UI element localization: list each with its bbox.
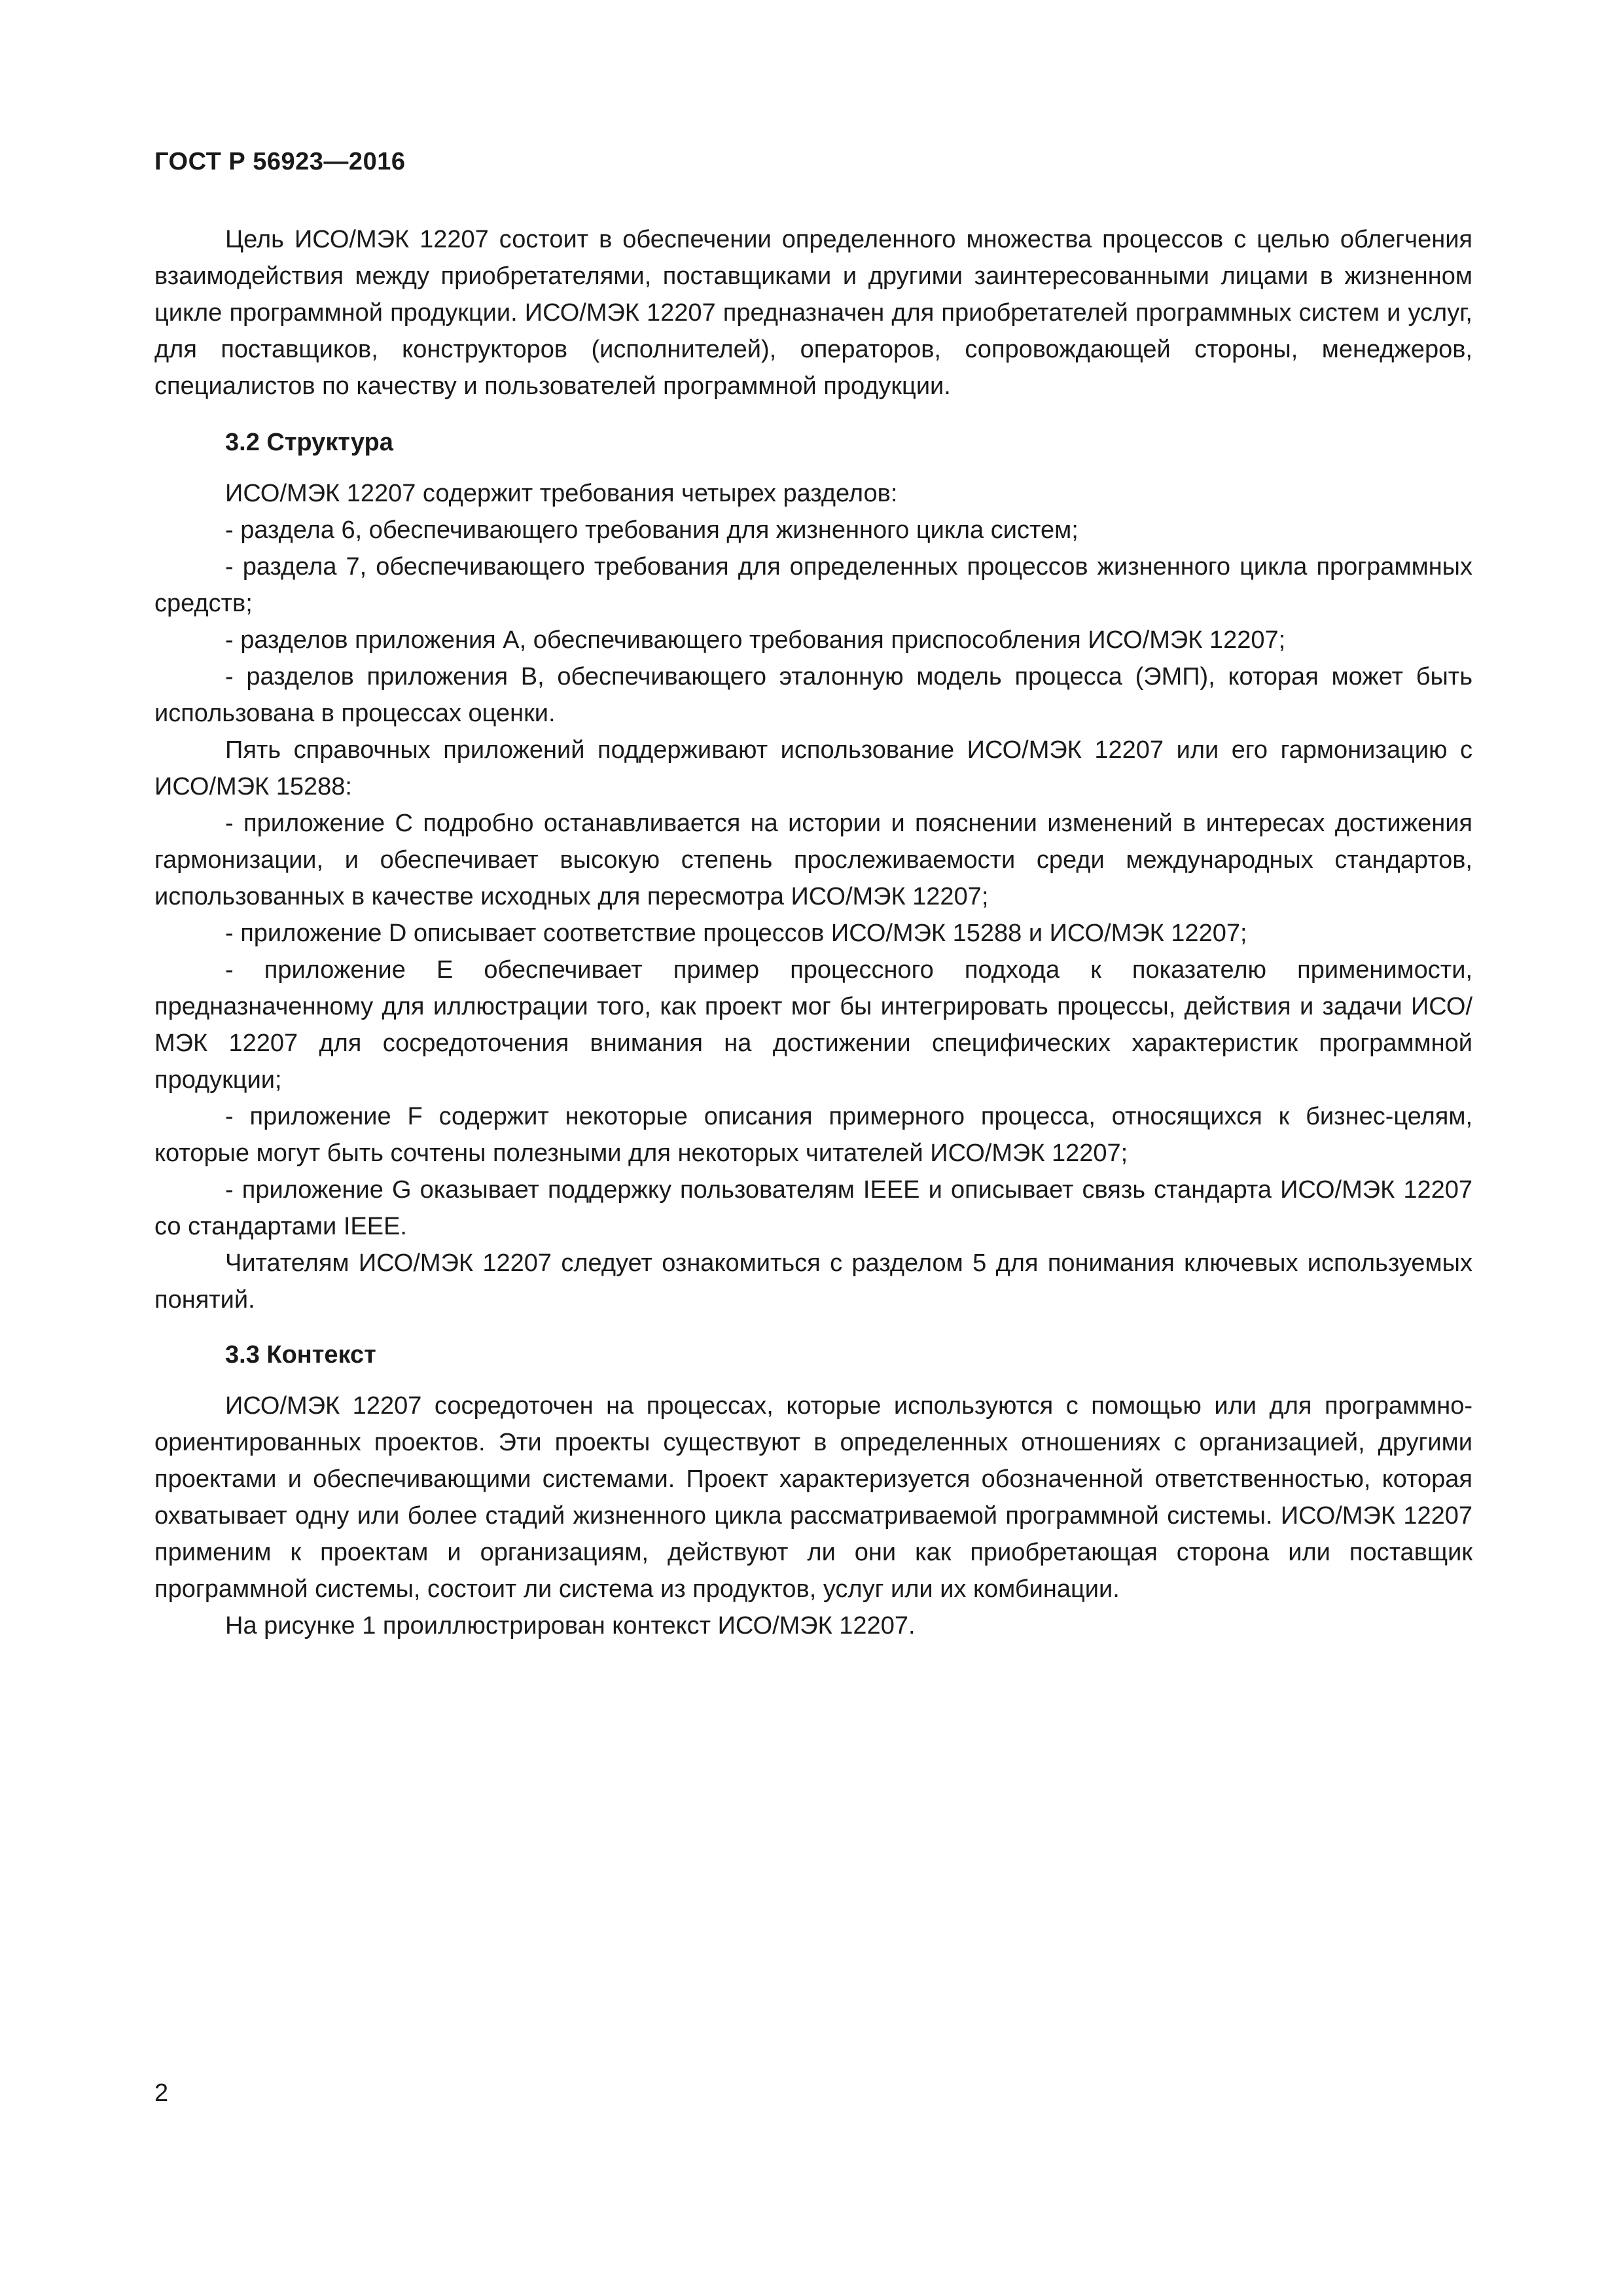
list-item: - приложение Е обеспечивает пример процессного подхода к показателю применимости, предназначенному для иллюстрации того, как проект мог бы интегрировать процессы, действия и задачи ИСО/МЭК 12207 для сосредоточения внимания на достижении специфических характеристик программной продукции; — [154, 956, 1472, 1094]
list-item: - раздела 7, обеспечивающего требования для определенных процессов жизненного цикла программных средств; — [154, 553, 1472, 617]
page-number: 2 — [154, 2079, 169, 2107]
section-heading-context: 3.3 Контекст — [225, 1341, 376, 1369]
figure-reference-paragraph: На рисунке 1 проиллюстрирован контекст ИСО/МЭК 12207. — [225, 1612, 916, 1640]
annex-lead-paragraph: Пять справочных приложений поддерживают использование ИСО/МЭК 12207 или его гармонизацию с ИСО/МЭК 15288: — [154, 736, 1472, 800]
structure-lead-paragraph: ИСО/МЭК 12207 содержит требования четырех разделов: — [225, 480, 898, 507]
list-item: - раздела 6, обеспечивающего требования для жизненного цикла систем; — [225, 516, 1079, 544]
structure-closing-paragraph: Читателям ИСО/МЭК 12207 следует ознакомиться с разделом 5 для понимания ключевых используемых понятий. — [154, 1249, 1472, 1314]
list-item: - разделов приложения В, обеспечивающего эталонную модель процесса (ЭМП), которая может быть использована в процессах оценки. — [154, 663, 1472, 727]
document-header: ГОСТ Р 56923—2016 — [154, 148, 406, 175]
document-body — [154, 221, 1472, 1644]
list-item: - приложение С подробно останавливается на истории и пояснении изменений в интересах достижения гармонизации, и обеспечивает высокую степень прослеживаемости среди международных стандартов, использованных в качестве исходных для пересмотра ИСО/МЭК 12207; — [154, 810, 1472, 910]
section-heading-structure: 3.2 Структура — [225, 429, 393, 456]
list-item: - приложение G оказывает поддержку пользователям IEEE и описывает связь стандарта ИСО/МЭК 12207 со стандартами IEEE. — [154, 1176, 1472, 1240]
context-paragraph: ИСО/МЭК 12207 сосредоточен на процессах, которые используются с помощью или для программно-ориентированных проектов. Эти проекты существуют в определенных отношениях с организацией, другими проектами и обеспечивающими системами. Проект характеризуется обозначенной ответственностью, которая охватывает одну или более стадий жизненного цикла рассматриваемой программной системы. ИСО/МЭК 12207 применим к проектам и организациям, действуют ли они как приобретающая сторона или поставщик программной системы, состоит ли система из продуктов, услуг или их комбинации. — [154, 1392, 1472, 1603]
intro-paragraph: Цель ИСО/МЭК 12207 состоит в обеспечении определенного множества процессов с целью облегчения взаимодействия между приобретателями, поставщиками и другими заинтересованными лицами в жизненном цикле программной продукции. ИСО/МЭК 12207 предназначен для приобретателей программных систем и услуг, для поставщиков, конструкторов (исполнителей), операторов, сопровождающей стороны, менеджеров, специалистов по качеству и пользователей программной продукции. — [154, 226, 1472, 400]
list-item: - приложение F содержит некоторые описания примерного процесса, относящихся к бизнес-целям, которые могут быть сочтены полезными для некоторых читателей ИСО/МЭК 12207; — [154, 1103, 1472, 1167]
list-item: - приложение D описывает соответствие процессов ИСО/МЭК 15288 и ИСО/МЭК 12207; — [225, 920, 1247, 947]
list-item: - разделов приложения А, обеспечивающего требования приспособления ИСО/МЭК 12207; — [225, 626, 1286, 654]
